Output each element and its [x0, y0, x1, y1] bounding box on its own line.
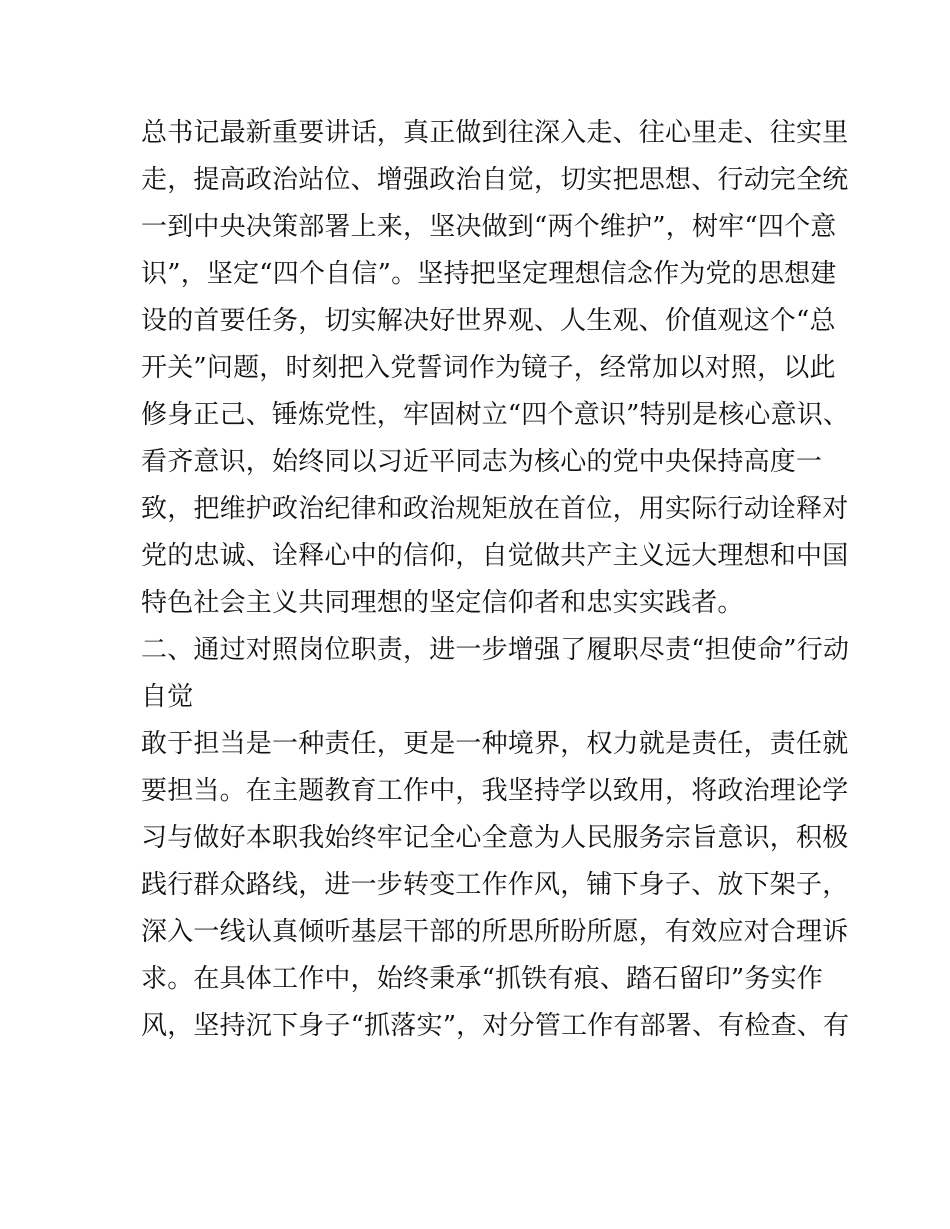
text-line: 特色社会主义共同理想的坚定信仰者和忠实实践者。	[141, 588, 744, 618]
text-line: 看齐意识，始终同以习近平同志为核心的党中央保持高度一	[141, 447, 823, 477]
text-line: 深入一线认真倾听基层干部的所思所盼所愿，有效应对合理诉	[141, 917, 849, 947]
text-line: 一到中央决策部署上来，坚决做到“两个维护”，树牢“四个意	[141, 212, 837, 242]
text-line: 风，坚持沉下身子“抓落实”，对分管工作有部署、有检查、有	[141, 1011, 850, 1041]
section-heading-line: 二、通过对照岗位职责，进一步增强了履职尽责“担使命”行动	[141, 635, 850, 665]
text-line: 习与做好本职我始终牢记全心全意为人民服务宗旨意识，积极	[141, 823, 849, 853]
text-line: 求。在具体工作中，始终秉承“抓铁有痕、踏石留印”务实作	[141, 964, 823, 994]
text-line: 开关”问题，时刻把入党誓词作为镜子，经常加以对照，以此	[141, 353, 836, 383]
text-line: 设的首要任务，切实解决好世界观、人生观、价值观这个“总	[141, 306, 836, 336]
text-line: 识”，坚定“四个自信”。坚持把坚定理想信念作为党的思想建	[141, 259, 837, 289]
text-line: 走，提高政治站位、增强政治自觉，切实把思想、行动完全统	[141, 165, 849, 195]
text-line: 敢于担当是一种责任，更是一种境界，权力就是责任，责任就	[141, 729, 849, 759]
text-line: 致，把维护政治纪律和政治规矩放在首位，用实际行动诠释对	[141, 494, 849, 524]
text-line: 修身正己、锤炼党性，牢固树立“四个意识”特别是核心意识、	[141, 400, 850, 430]
text-line: 要担当。在主题教育工作中，我坚持学以致用，将政治理论学	[141, 776, 849, 806]
text-line: 党的忠诚、诠释心中的信仰，自觉做共产主义远大理想和中国	[141, 541, 849, 571]
text-line: 总书记最新重要讲话，真正做到往深入走、往心里走、往实里	[141, 118, 849, 148]
body-text	[141, 110, 850, 1050]
section-heading-line: 自觉	[141, 682, 194, 712]
text-line: 践行群众路线，进一步转变工作作风，铺下身子、放下架子，	[141, 870, 849, 900]
